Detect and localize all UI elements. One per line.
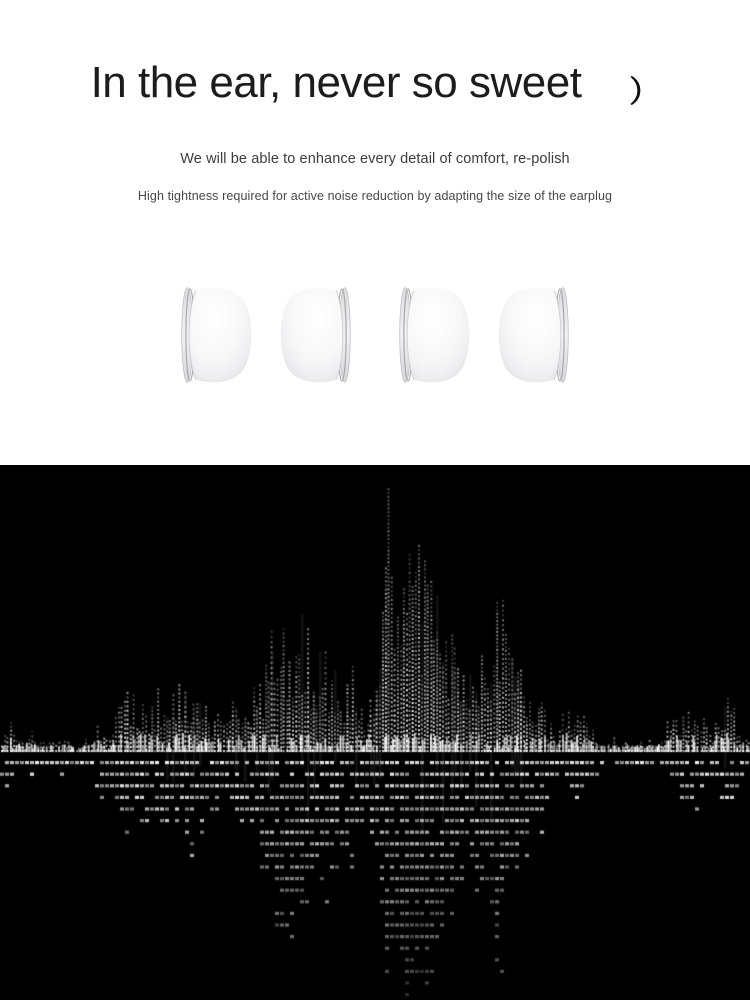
quote-mark: ） — [629, 76, 660, 109]
waveform-section — [0, 465, 750, 1000]
page-title: In the ear, never so sweet — [90, 58, 582, 107]
ear-tips-row — [0, 279, 750, 391]
waveform-canvas — [0, 465, 750, 1000]
ear-tip-pair-left — [178, 279, 354, 391]
ear-tip-image — [178, 279, 256, 391]
ear-tip-image — [276, 279, 354, 391]
hero-section — [0, 0, 750, 465]
hero-note: High tightness required for active noise reduction by adapting the size of the earplug — [137, 188, 613, 203]
ear-tip-image — [396, 279, 474, 391]
headline-row — [0, 0, 750, 109]
hero-subtitle: We will be able to enhance every detail of comfort, re-polish — [180, 150, 570, 167]
ear-tip-image — [494, 279, 572, 391]
ear-tip-pair-right — [396, 279, 572, 391]
